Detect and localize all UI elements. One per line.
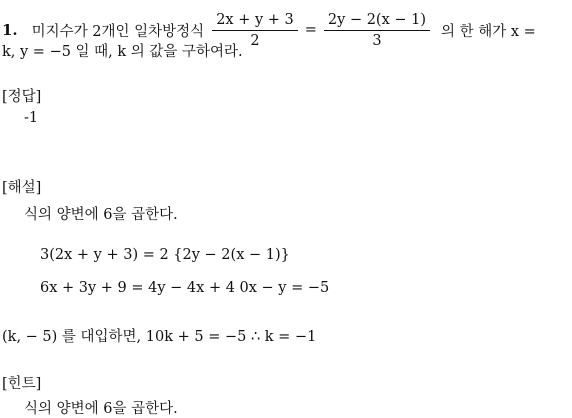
problem-number: 1. (2, 21, 18, 39)
problem-statement-line2: k, y = −5 일 때, k 의 값을 구하여라. (2, 44, 243, 60)
fraction-right (326, 12, 428, 49)
problem-intro: 미지수가 2개인 일차방정식 (31, 23, 205, 40)
solution-conclusion: (k, − 5) 를 대입하면, 10k + 5 = −5 ∴ k = −1 (2, 329, 317, 345)
solution-heading: [해설] (2, 180, 42, 196)
fraction-right-denominator: 3 (324, 30, 430, 49)
fraction-left-numerator: 2x + y + 3 (216, 11, 294, 28)
solution-equation-1: 3(2x + y + 3) = 2 {2y − 2(x − 1)} (40, 247, 290, 263)
problem-line1-tail: 의 한 해가 x = (441, 23, 536, 40)
answer-value: -1 (24, 110, 39, 126)
hint-heading: [힌트] (2, 376, 42, 392)
hint-text-line1: 식의 양변에 6을 곱한다. (24, 401, 178, 417)
solution-text-line1: 식의 양변에 6을 곱한다. (24, 207, 178, 223)
solution-equation-2: 6x + 3y + 9 = 4y − 4x + 4 0x − y = −5 (40, 280, 330, 296)
fraction-right-numerator: 2y − 2(x − 1) (327, 11, 427, 28)
equals-sign: = (304, 22, 317, 38)
answer-heading: [정답] (2, 89, 42, 105)
fraction-left-denominator: 2 (212, 30, 298, 49)
